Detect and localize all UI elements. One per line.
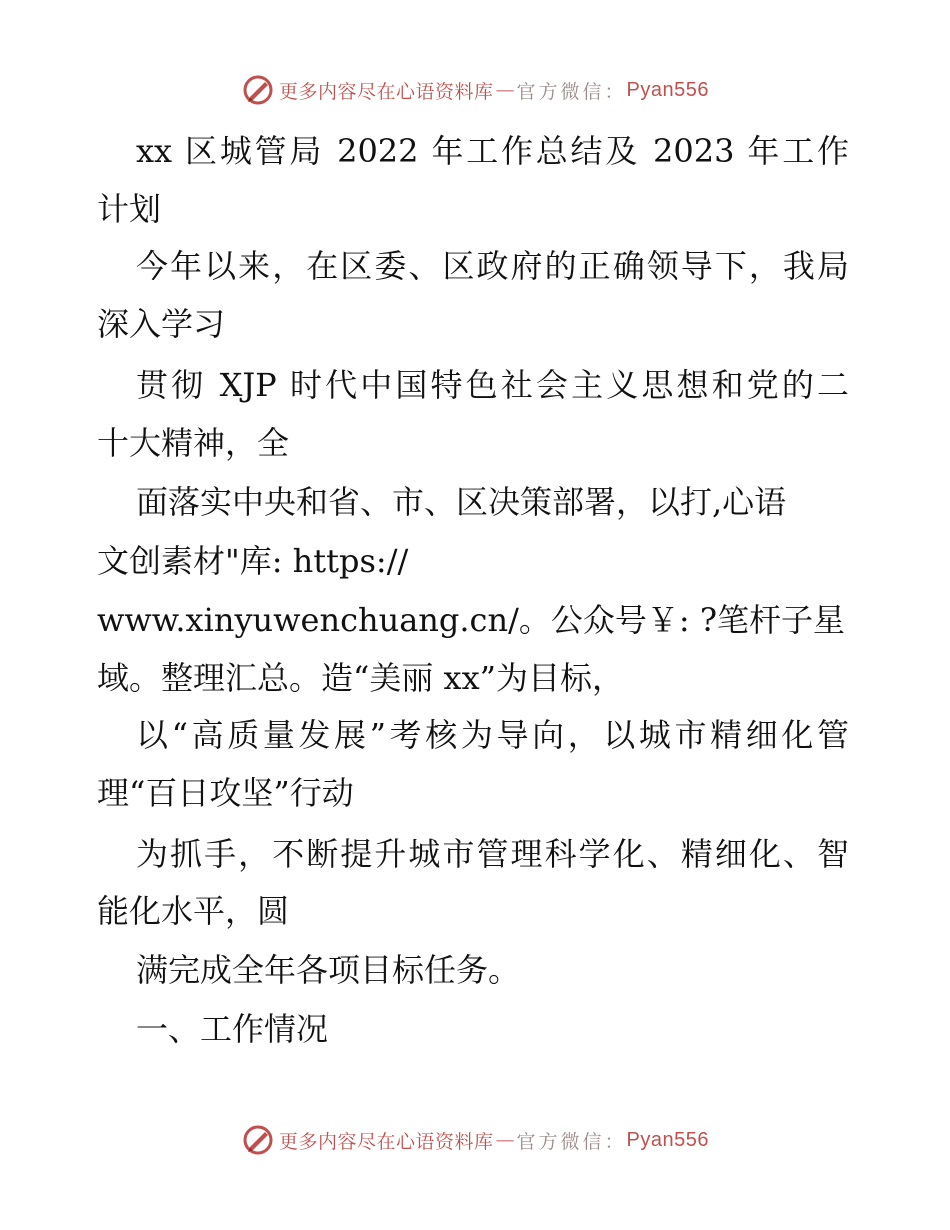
paragraph-line: 十大精神，全 [97, 424, 290, 462]
banner-wechat-id: Pyan556 [626, 78, 709, 101]
banner-wechat-label: 官方微信： [516, 1130, 627, 1153]
paragraph-line: 为抓手，不断提升城市管理科学化、精细化、智 [136, 835, 849, 873]
paragraph-line: 满完成全年各项目标任务。 [136, 951, 521, 989]
banner-dash: — [495, 1129, 515, 1151]
paragraph-line: 能化水平，圆 [97, 892, 290, 930]
paragraph-line: 域。整理汇总。造“美丽 xx”为目标， [97, 659, 624, 697]
banner-text: 更多内容尽在心语资料库 [279, 1130, 494, 1153]
brush-pen-logo-icon [241, 1123, 275, 1157]
title-line-2: 计划 [97, 190, 162, 228]
title-line-1: xx 区城管局 2022 年工作总结及 2023 年工作 [136, 132, 849, 170]
paragraph-line: 今年以来，在区委、区政府的正确领导下，我局 [136, 247, 849, 285]
section-heading: 一、工作情况 [136, 1010, 329, 1048]
header-banner [0, 72, 950, 108]
brush-pen-logo-icon [241, 73, 275, 107]
banner-text: 更多内容尽在心语资料库 [279, 80, 494, 103]
banner-wechat-label: 官方微信： [516, 80, 627, 103]
banner-wechat-id: Pyan556 [626, 1128, 709, 1151]
paragraph-line: 面落实中央和省、市、区决策部署，以打,心语 [136, 483, 787, 521]
paragraph-line: 深入学习 [97, 305, 226, 343]
paragraph-line: 理“百日攻坚”行动 [97, 774, 354, 812]
footer-banner [0, 1122, 950, 1158]
paragraph-line: www.xinyuwenchuang.cn/。公众号￥: ?笔杆子星 [97, 601, 845, 639]
paragraph-line: 贯彻 XJP 时代中国特色社会主义思想和党的二 [136, 366, 849, 404]
paragraph-line: 以“高质量发展”考核为导向，以城市精细化管 [136, 716, 849, 754]
banner-dash: — [495, 79, 515, 101]
paragraph-line: 文创素材"库: https:// [97, 542, 409, 580]
